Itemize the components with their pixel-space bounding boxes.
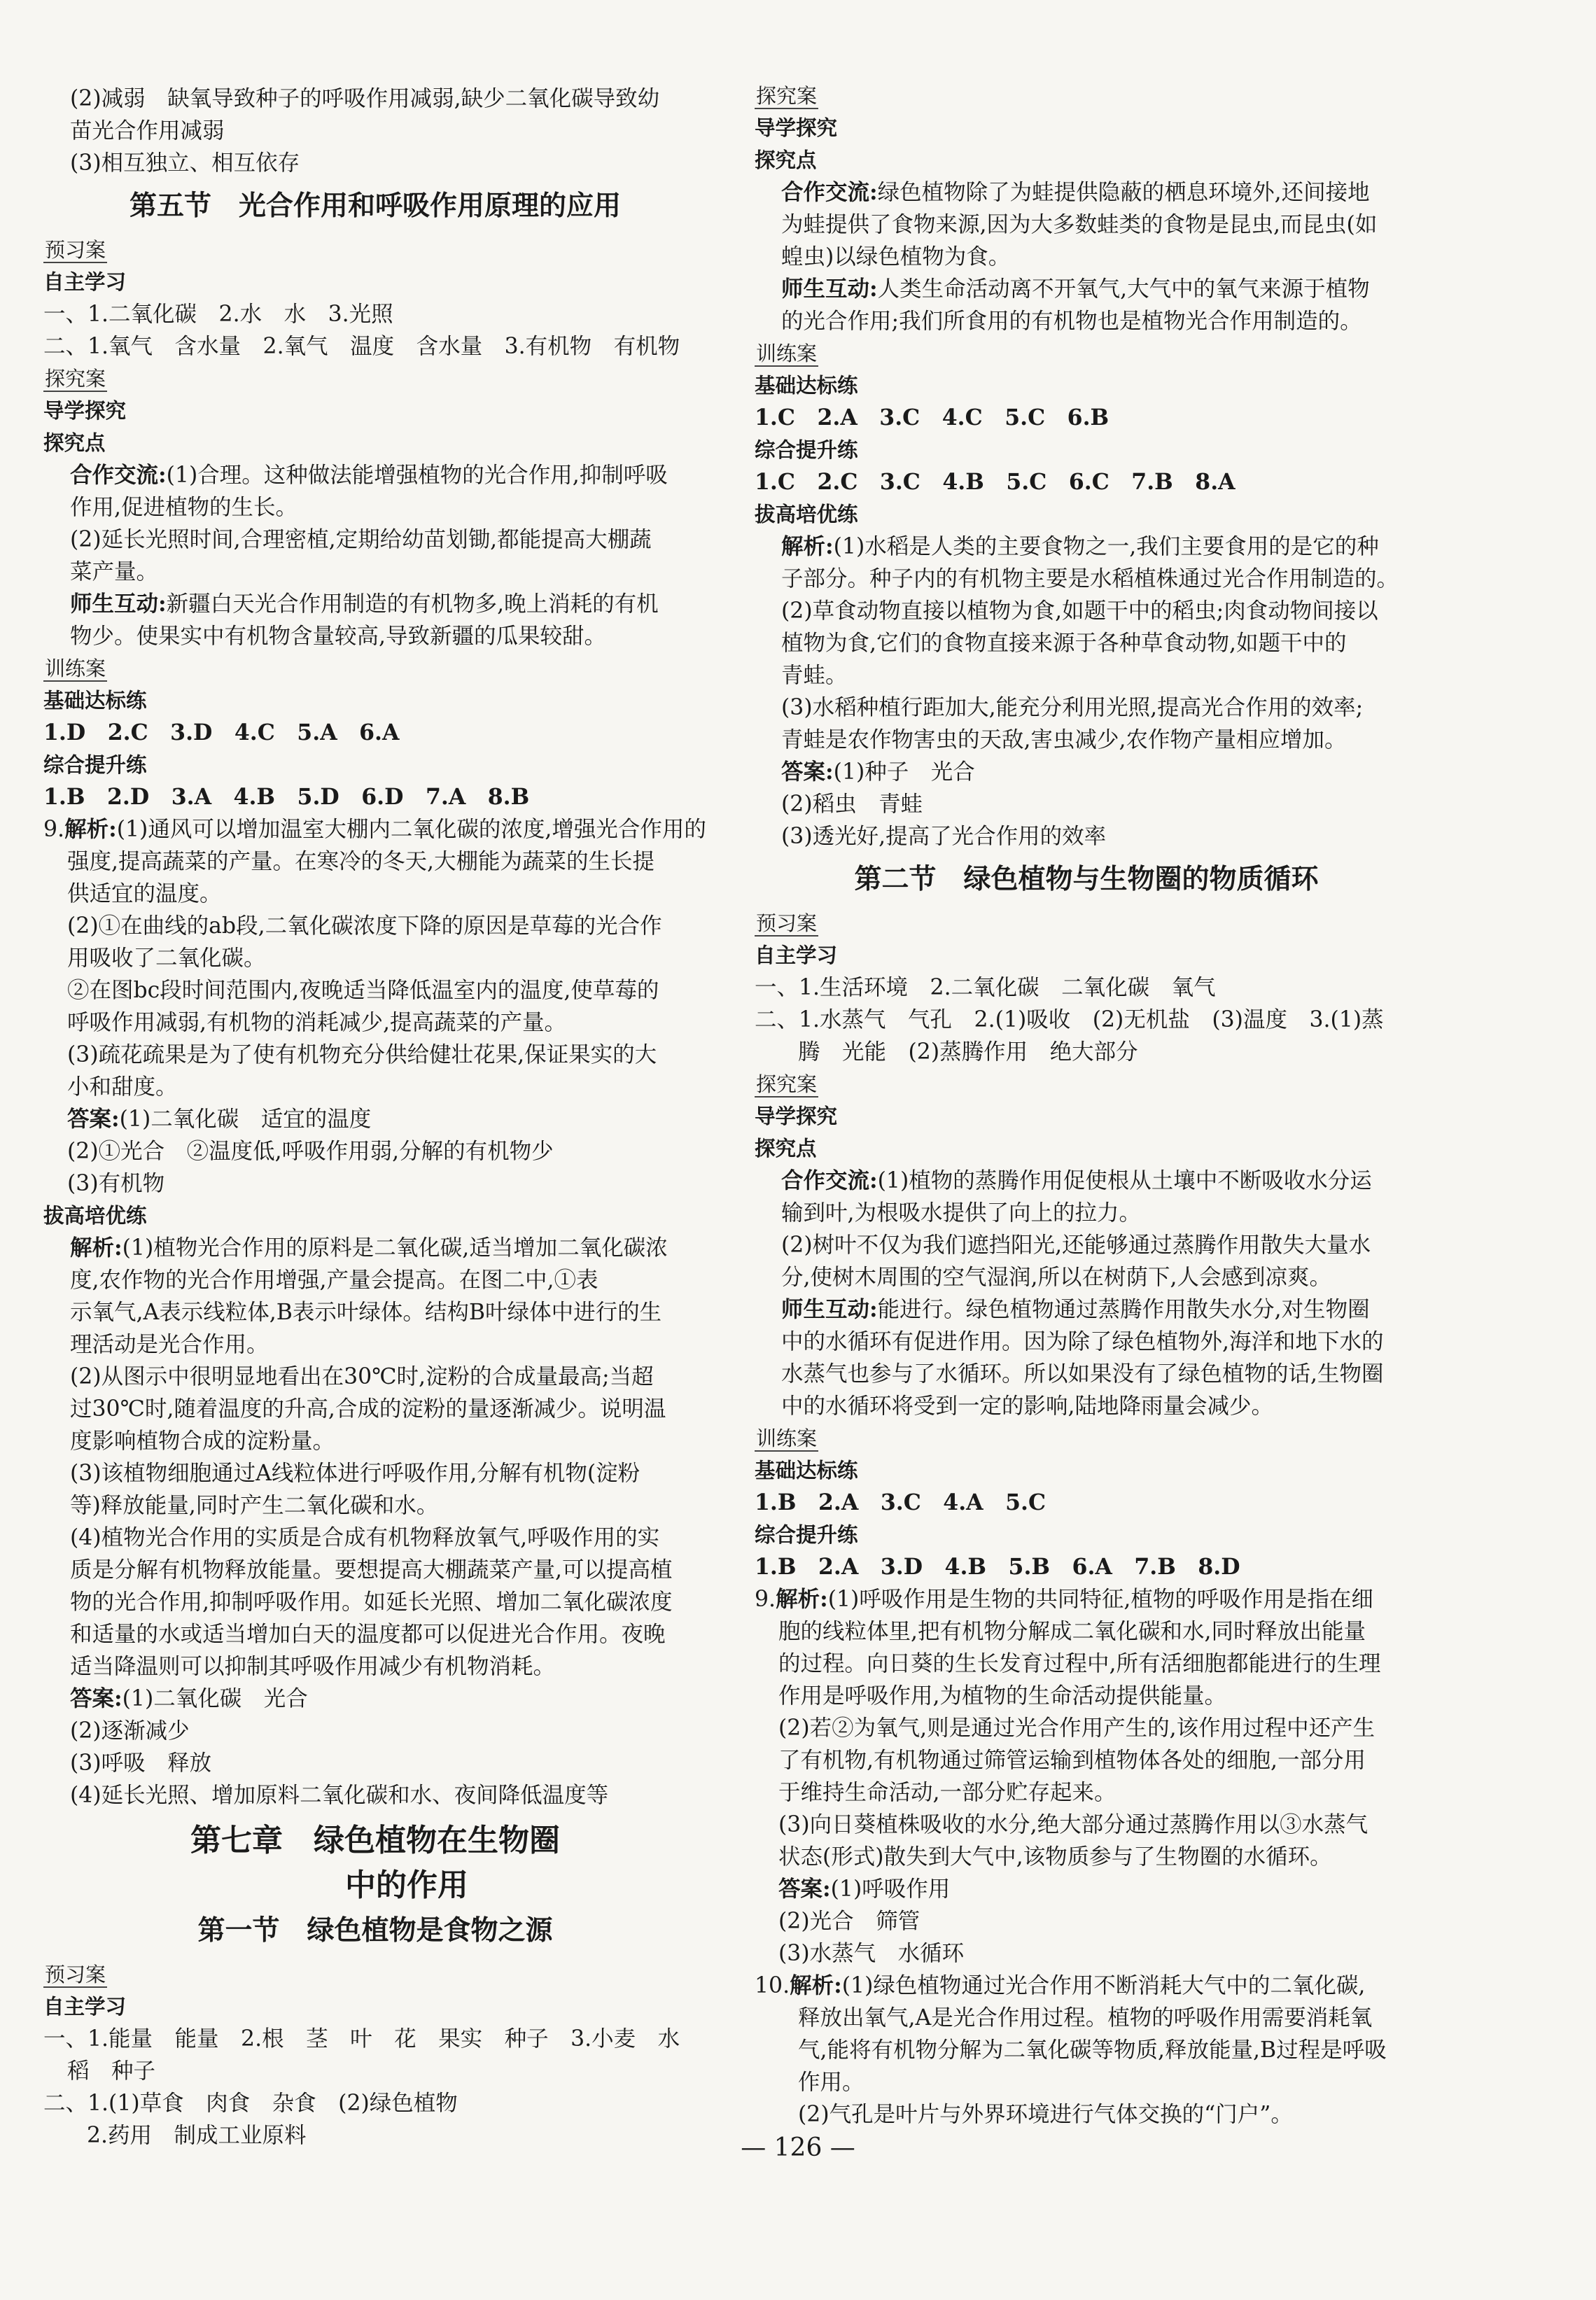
left-column: [43, 83, 707, 2152]
text-line: 物少。使果实中有机物含量较高,导致新疆的瓜果较甜。: [70, 624, 607, 649]
section-tag: 训练案: [756, 342, 818, 365]
label: 答案:: [70, 1685, 122, 1711]
text-line: 物的光合作用,抑制呼吸作用。如延长光照、增加二氧化碳浓度: [70, 1590, 673, 1615]
label: 师生互动:: [781, 276, 878, 302]
text-line: 青蛙。: [781, 663, 848, 688]
section-tag: 探究案: [756, 84, 818, 108]
section-tag: 探究案: [756, 1072, 818, 1096]
text-line: 用吸收了二氧化碳。: [67, 946, 266, 971]
answer-line: 二、1.水蒸气 气孔 2.(1)吸收 (2)无机盐 (3)温度 3.(1)蒸: [755, 1007, 1384, 1032]
text-line: 和适量的水或适当增加白天的温度都可以促进光合作用。夜晚: [70, 1622, 666, 1647]
text-line: (3)该植物细胞通过A线粒体进行呼吸作用,分解有机物(淀粉: [70, 1461, 640, 1486]
answer-line: 二、1.氧气 含水量 2.氧气 温度 含水量 3.有机物 有机物: [43, 334, 680, 359]
label: 解析:: [64, 816, 117, 842]
subheading: 探究点: [755, 1137, 817, 1160]
text-line: (2)①在曲线的ab段,二氧化碳浓度下降的原因是草莓的光合作: [67, 913, 662, 939]
label: 解析:: [790, 1972, 842, 1998]
text-line: (2)减弱 缺氧导致种子的呼吸作用减弱,缺少二氧化碳导致幼: [70, 86, 660, 111]
subheading: 基础达标练: [43, 689, 147, 713]
section-tag: 训练案: [756, 1426, 818, 1450]
section-title: 第一节 绿色植物是食物之源: [197, 1915, 553, 1947]
subheading: 自主学习: [43, 1995, 127, 2019]
subheading: 基础达标练: [755, 374, 858, 398]
text-line: (2)从图示中很明显地看出在30℃时,淀粉的合成量最高;当超: [70, 1364, 654, 1389]
text-line: 菜产量。: [70, 559, 159, 584]
subheading: 导学探究: [755, 116, 838, 140]
label: 解析:: [70, 1235, 122, 1261]
text-line: 苗光合作用减弱: [70, 118, 225, 143]
text: 新疆白天光合作用制造的有机物多,晚上消耗的有机: [166, 591, 659, 617]
text-line: (3)相互独立、相互依存: [70, 150, 300, 176]
text-line: 等)释放能量,同时产生二氧化碳和水。: [70, 1493, 439, 1518]
subheading: 导学探究: [43, 399, 127, 423]
text-line: 为蛙提供了食物来源,因为大多数蛙类的食物是昆虫,而昆虫(如: [781, 212, 1378, 237]
text-line: (2)气孔是叶片与外界环境进行气体交换的“门户”。: [798, 2102, 1293, 2127]
text-line: 子部分。种子内的有机物主要是水稻植株通过光合作用制造的。: [781, 566, 1399, 591]
section-tag: 预习案: [45, 238, 106, 262]
text-line: (3)疏花疏果是为了使有机物充分供给健壮花果,保证果实的大: [67, 1042, 657, 1067]
text: (1)植物的蒸腾作用促使根从土壤中不断吸收水分运: [877, 1168, 1372, 1193]
text-line: (2)延长光照时间,合理密植,定期给幼苗划锄,都能提高大棚蔬: [70, 527, 652, 552]
text-line: 呼吸作用减弱,有机物的消耗减少,提高蔬菜的产量。: [67, 1010, 567, 1035]
text: (1)植物光合作用的原料是二氧化碳,适当增加二氧化碳浓: [122, 1235, 668, 1261]
text: 能进行。绿色植物通过蒸腾作用散失水分,对生物圈: [877, 1297, 1370, 1322]
text-line: 于维持生命活动,一部分贮存起来。: [778, 1780, 1116, 1805]
label: 合作交流:: [781, 179, 878, 205]
question-number: 9.: [43, 817, 65, 842]
text-line: (4)延长光照、增加原料二氧化碳和水、夜间降低温度等: [70, 1783, 609, 1808]
text-line: (2)稻虫 青蛙: [781, 792, 923, 817]
label: 解析:: [776, 1586, 828, 1612]
text-line: 理活动是光合作用。: [70, 1332, 269, 1357]
text-line: 作用是呼吸作用,为植物的生命活动提供能量。: [778, 1683, 1227, 1709]
text-line: 质是分解有机物释放能量。要想提高大棚蔬菜产量,可以提高植: [70, 1557, 673, 1583]
text-line: 蝗虫)以绿色植物为食。: [781, 244, 1011, 269]
text-line: 过30℃时,随着温度的升高,合成的淀粉的量逐渐减少。说明温: [70, 1396, 666, 1422]
section-tag: 训练案: [45, 657, 106, 680]
subheading: 探究点: [43, 431, 106, 455]
text: (1)二氧化碳 光合: [122, 1686, 308, 1711]
answer-line: 1.B 2.D 3.A 4.B 5.D 6.D 7.A 8.B: [43, 784, 530, 810]
subheading: 综合提升练: [43, 753, 147, 777]
subheading: 自主学习: [43, 270, 127, 294]
subheading: 导学探究: [755, 1105, 838, 1128]
label: 答案:: [778, 1876, 831, 1902]
text-line: 中的水循环将受到一定的影响,陆地降雨量会减少。: [781, 1394, 1274, 1419]
page-number: — 126 —: [741, 2133, 855, 2162]
section-title: 第五节 光合作用和呼吸作用原理的应用: [129, 190, 621, 222]
label: 师生互动:: [70, 591, 167, 617]
text-line: (2)草食动物直接以植物为食,如题干中的稻虫;肉食动物间接以: [781, 598, 1378, 624]
chapter-title: 中的作用: [345, 1867, 468, 1903]
answer-line: 1.D 2.C 3.D 4.C 5.A 6.A: [43, 720, 400, 745]
text-line: 青蛙是农作物害虫的天敌,害虫减少,农作物产量相应增加。: [781, 727, 1347, 752]
text-line: 供适宜的温度。: [67, 881, 222, 906]
right-column: [755, 83, 1418, 2131]
answer-line: 1.B 2.A 3.D 4.B 5.B 6.A 7.B 8.D: [755, 1554, 1240, 1580]
text: (1)种子 光合: [833, 759, 975, 785]
answer-line: 腾 光能 (2)蒸腾作用 绝大部分: [798, 1039, 1138, 1065]
text: (1)水稻是人类的主要食物之一,我们主要食用的是它的种: [833, 534, 1379, 559]
text: (1)呼吸作用: [830, 1877, 951, 1902]
text-line: 输到叶,为根吸水提供了向上的拉力。: [781, 1200, 1142, 1226]
label: 答案:: [781, 759, 834, 785]
label: 答案:: [67, 1106, 120, 1132]
text-line: (2)①光合 ②温度低,呼吸作用弱,分解的有机物少: [67, 1139, 554, 1164]
answer-line: 1.B 2.A 3.C 4.A 5.C: [755, 1489, 1046, 1515]
text-line: (3)有机物: [67, 1171, 165, 1196]
text-line: 的过程。向日葵的生长发育过程中,所有活细胞都能进行的生理: [778, 1651, 1381, 1676]
text-line: (2)若②为氧气,则是通过光合作用产生的,该作用过程中还产生: [778, 1716, 1376, 1741]
text-line: (3)透光好,提高了光合作用的效率: [781, 824, 1107, 849]
question-number: 9.: [755, 1587, 776, 1612]
text-line: 小和甜度。: [67, 1074, 178, 1100]
text-line: 胞的线粒体里,把有机物分解成二氧化碳和水,同时释放出能量: [778, 1619, 1366, 1644]
section-tag: 预习案: [756, 911, 818, 935]
answer-line: 一、1.能量 能量 2.根 茎 叶 花 果实 种子 3.小麦 水: [43, 2026, 680, 2052]
answer-line: 一、1.二氧化碳 2.水 水 3.光照: [43, 302, 393, 327]
answer-line: 二、1.(1)草食 肉食 杂食 (2)绿色植物: [43, 2091, 458, 2116]
text-line: 分,使树木周围的空气湿润,所以在树荫下,人会感到凉爽。: [781, 1265, 1332, 1290]
text: (1)通风可以增加温室大棚内二氧化碳的浓度,增强光合作用的: [116, 817, 706, 842]
section-tag: 探究案: [45, 367, 106, 391]
text-line: 了有机物,有机物通过筛管运输到植物体各处的细胞,一部分用: [778, 1748, 1366, 1773]
text-line: (2)逐渐减少: [70, 1718, 190, 1744]
text-line: 作用,促进植物的生长。: [70, 495, 298, 520]
text-line: 中的水循环有促进作用。因为除了绿色植物外,海洋和地下水的: [781, 1329, 1384, 1354]
text-line: ②在图bc段时间范围内,夜晚适当降低温室内的温度,使草莓的: [67, 978, 659, 1003]
subheading: 拔高培优练: [755, 503, 858, 526]
label: 合作交流:: [781, 1167, 878, 1193]
subheading: 自主学习: [755, 944, 838, 967]
text-line: 水蒸气也参与了水循环。所以如果没有了绿色植物的话,生物圈: [781, 1361, 1384, 1387]
text-line: 强度,提高蔬菜的产量。在寒冷的冬天,大棚能为蔬菜的生长提: [67, 849, 655, 874]
text-line: (3)向日葵植株吸收的水分,绝大部分通过蒸腾作用以③水蒸气: [778, 1812, 1368, 1837]
text-line: (3)水稻种植行距加大,能充分利用光照,提高光合作用的效率;: [781, 695, 1364, 720]
label: 解析:: [781, 533, 834, 559]
text: 绿色植物除了为蛙提供隐蔽的栖息环境外,还间接地: [877, 180, 1370, 205]
text-line: 度,农作物的光合作用增强,产量会提高。在图二中,①表: [70, 1268, 598, 1293]
answer-line: 1.C 2.C 3.C 4.B 5.C 6.C 7.B 8.A: [755, 469, 1236, 495]
text-line: 作用。: [798, 2070, 864, 2095]
text: (1)合理。这种做法能增强植物的光合作用,抑制呼吸: [166, 463, 668, 488]
text-line: (4)植物光合作用的实质是合成有机物释放氧气,呼吸作用的实: [70, 1525, 660, 1550]
text-line: 植物为食,它们的食物直接来源于各种草食动物,如题干中的: [781, 631, 1347, 656]
text-line: (3)呼吸 释放: [70, 1751, 212, 1776]
subheading: 基础达标练: [755, 1459, 858, 1482]
text-line: (2)树叶不仅为我们遮挡阳光,还能够通过蒸腾作用散失大量水: [781, 1233, 1371, 1258]
answer-line: 一、1.生活环境 2.二氧化碳 二氧化碳 氧气: [755, 975, 1216, 1000]
text-line: 释放出氧气,A是光合作用过程。植物的呼吸作用需要消耗氧: [798, 2005, 1373, 2031]
chapter-title: 第七章 绿色植物在生物圈: [190, 1823, 560, 1858]
text-line: (3)水蒸气 水循环: [778, 1941, 965, 1966]
text-line: (2)光合 筛管: [778, 1909, 920, 1934]
subheading: 探究点: [755, 148, 817, 172]
text-line: 度影响植物合成的淀粉量。: [70, 1429, 335, 1454]
text-line: 气,能将有机物分解为二氧化碳等物质,释放能量,B过程是呼吸: [798, 2038, 1387, 2063]
question-number: 10.: [755, 1973, 790, 1998]
text: (1)呼吸作用是生物的共同特征,植物的呼吸作用是指在细: [827, 1587, 1373, 1612]
section-tag: 预习案: [45, 1963, 106, 1986]
text-line: 示氧气,A表示线粒体,B表示叶绿体。结构B叶绿体中进行的生: [70, 1300, 662, 1325]
subheading: 综合提升练: [755, 438, 858, 462]
text-line: 状态(形式)散失到大气中,该物质参与了生物圈的水循环。: [778, 1844, 1332, 1870]
text-line: 适当降温则可以抑制其呼吸作用减少有机物消耗。: [70, 1654, 556, 1679]
text: (1)二氧化碳 适宜的温度: [119, 1107, 372, 1132]
answer-line: 2.药用 制成工业原料: [87, 2123, 307, 2148]
label: 师生互动:: [781, 1296, 878, 1322]
text-line: 的光合作用;我们所食用的有机物也是植物光合作用制造的。: [781, 309, 1362, 334]
text: (1)绿色植物通过光合作用不断消耗大气中的二氧化碳,: [841, 1973, 1366, 1998]
subheading: 拔高培优练: [43, 1204, 147, 1228]
answer-line: 稻 种子: [67, 2059, 156, 2084]
text: 人类生命活动离不开氧气,大气中的氧气来源于植物: [877, 276, 1370, 302]
subheading: 综合提升练: [755, 1523, 858, 1547]
answer-line: 1.C 2.A 3.C 4.C 5.C 6.B: [755, 405, 1110, 430]
label: 合作交流:: [70, 462, 167, 488]
section-title: 第二节 绿色植物与生物圈的物质循环: [854, 864, 1319, 895]
